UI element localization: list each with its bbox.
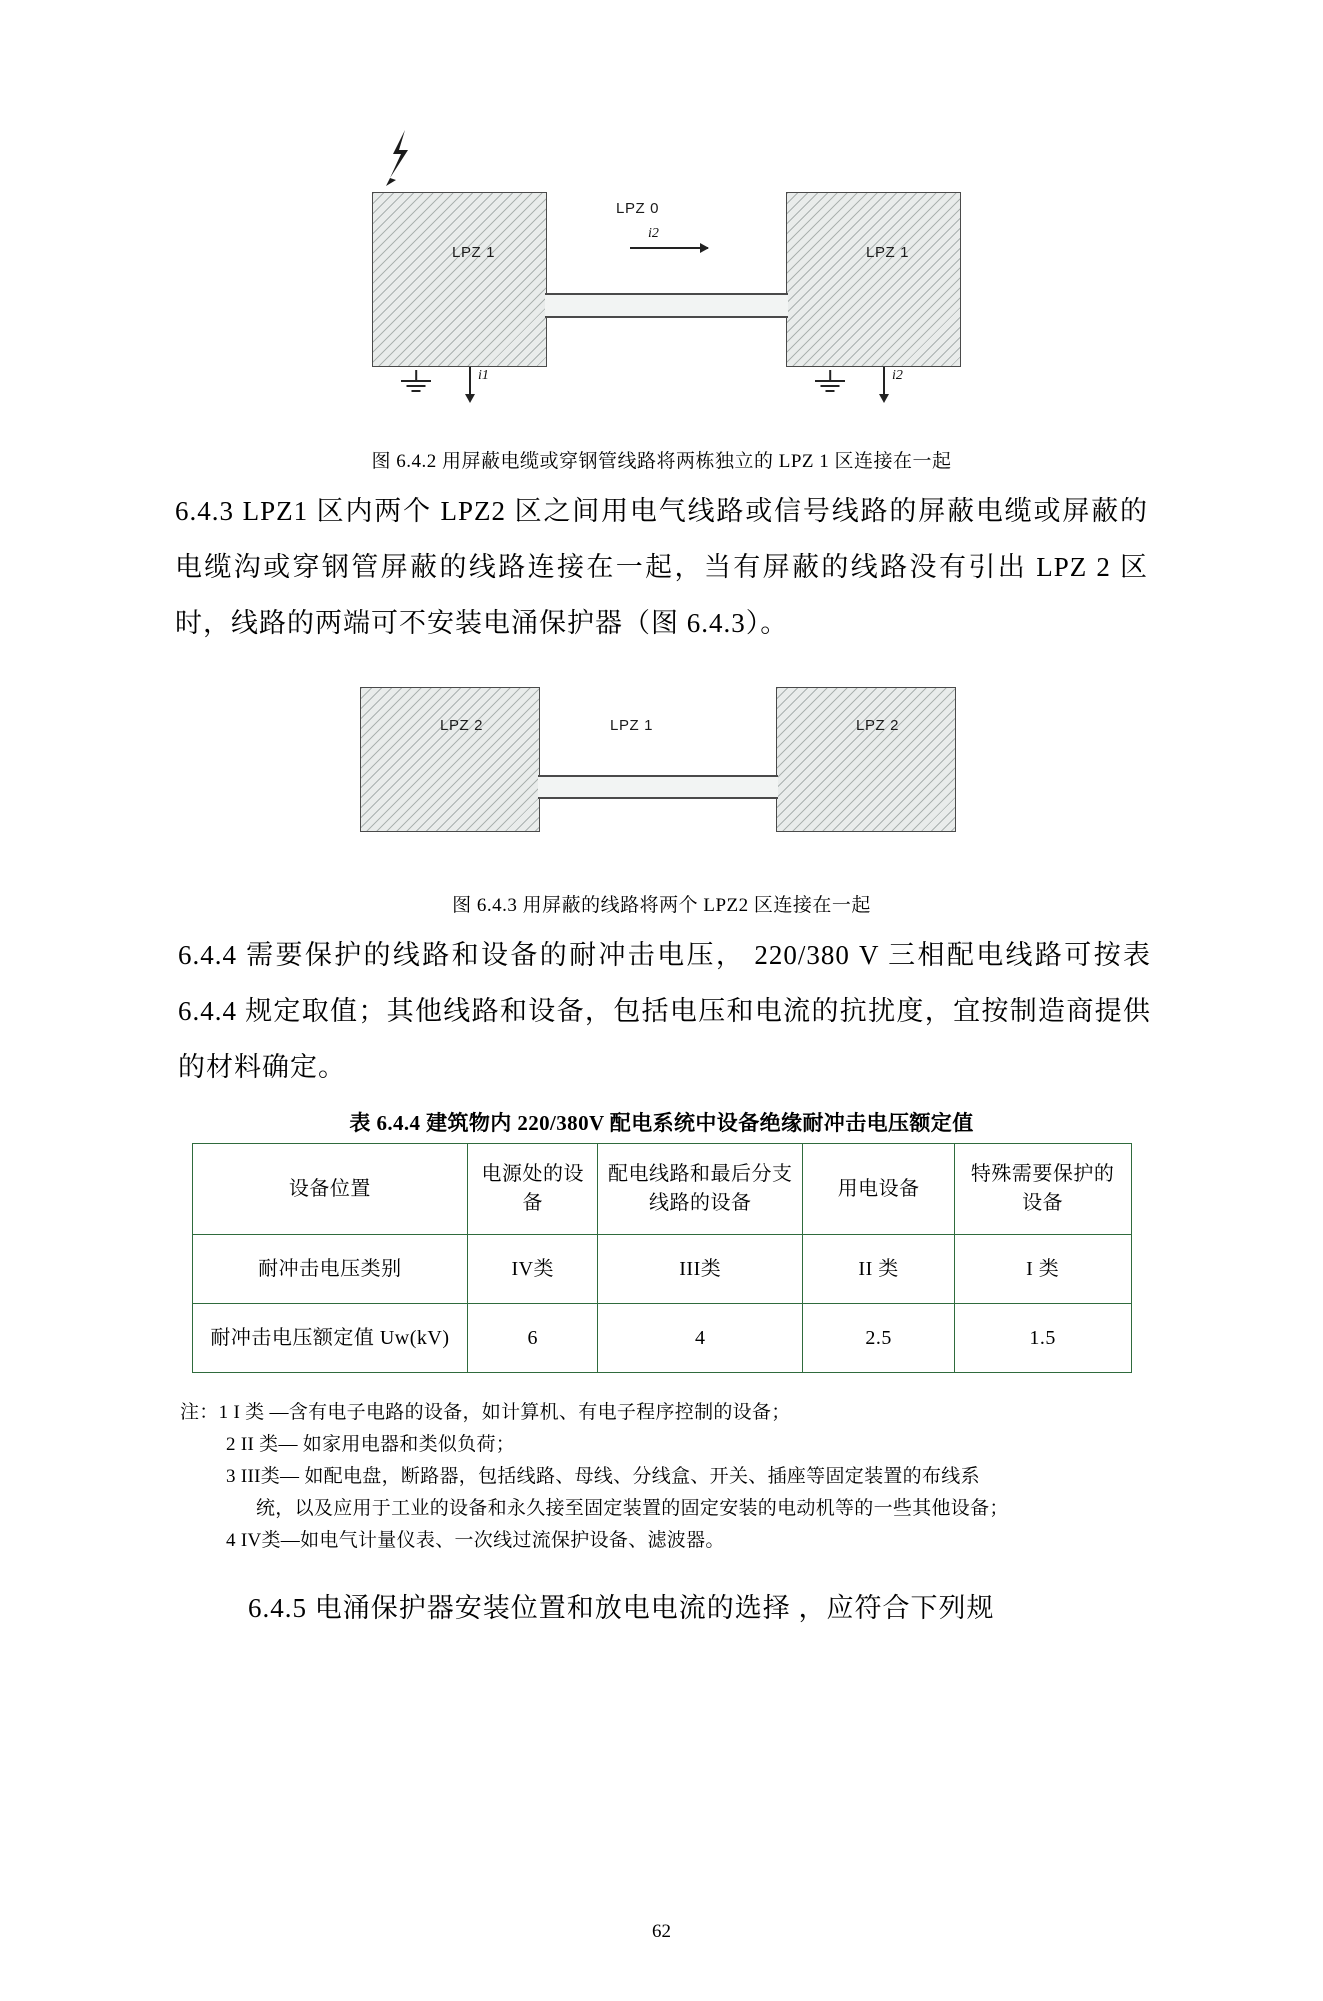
table-cell-branch-equipment: 配电线路和最后分支线路的设备 bbox=[598, 1144, 803, 1235]
table-cell-category-iv: IV类 bbox=[468, 1235, 598, 1304]
figure-643-left-zone bbox=[360, 687, 540, 832]
note-line-1: 注：1 I 类 —含有电子电路的设备，如计算机、有电子程序控制的设备； bbox=[180, 1402, 791, 1423]
figure-642-middle-zone-label: LPZ 0 bbox=[616, 200, 660, 217]
figure-642-left-zone-label: LPZ 1 bbox=[452, 244, 496, 261]
table-cell-rated-ii: 2.5 bbox=[803, 1304, 954, 1373]
figure-643-right-zone-label: LPZ 2 bbox=[856, 717, 900, 734]
table-cell-rated-label: 耐冲击电压额定值 Uw(kV) bbox=[192, 1304, 468, 1373]
note-line-5: 4 IV类—如电气计量仪表、一次线过流保护设备、滤波器。 bbox=[226, 1530, 725, 1551]
figure-642-duct-top-line bbox=[545, 293, 788, 295]
figure-642-current-right-label: i2 bbox=[892, 368, 903, 383]
table-cell-source-equipment: 电源处的设备 bbox=[468, 1144, 598, 1235]
note-line-2: 2 II 类— 如家用电器和类似负荷； bbox=[226, 1434, 516, 1455]
figure-642-caption: 图 6.4.2 用屏蔽电缆或穿钢管线路将两栋独立的 LPZ 1 区连接在一起 bbox=[371, 451, 952, 472]
figure-642-duct-fill bbox=[545, 295, 788, 316]
figure-642-current-left-label: i1 bbox=[478, 368, 489, 383]
figure-642-duct-bottom-line bbox=[545, 316, 788, 318]
figure-643-duct-fill bbox=[538, 777, 778, 797]
lightning-bolt-icon bbox=[384, 130, 418, 186]
table-644 bbox=[192, 1143, 1132, 1373]
figure-642-left-building bbox=[372, 192, 547, 367]
table-cell-category-iii: III类 bbox=[598, 1235, 803, 1304]
figure-643-caption: 图 6.4.3 用屏蔽的线路将两个 LPZ2 区连接在一起 bbox=[452, 895, 871, 916]
note-line-4: 统，以及应用于工业的设备和永久接至固定装置的固定安装的电动机等的一些其他设备； bbox=[256, 1498, 1009, 1519]
table-cell-rated-i: 1.5 bbox=[954, 1304, 1131, 1373]
figure-643-right-zone bbox=[776, 687, 956, 832]
table-cell-special-equipment: 特殊需要保护的设备 bbox=[954, 1144, 1131, 1235]
figure-642-current-arrow-main bbox=[630, 247, 708, 249]
figure-643 bbox=[0, 669, 1323, 884]
clause-643-paragraph: 6.4.3 LPZ1 区内两个 LPZ2 区之间用电气线路或信号线路的屏蔽电缆或屏蔽的电缆沟或穿钢管屏蔽的线路连接在一起，当有屏蔽的线路没有引出 LPZ 2 区时，线路的两端可不安装电涌保护器（图 6.4.3）。 bbox=[175, 496, 1148, 638]
figure-642 bbox=[0, 130, 1323, 440]
figure-642-current-arrow-right bbox=[883, 367, 885, 395]
clause-644-paragraph: 6.4.4 需要保护的线路和设备的耐冲击电压， 220/380 V 三相配电线路可按表 6.4.4 规定取值；其他线路和设备，包括电压和电流的抗扰度，宜按制造商提供的材料确定。 bbox=[178, 940, 1151, 1082]
table-cell-category-ii: II 类 bbox=[803, 1235, 954, 1304]
table-row bbox=[192, 1144, 1131, 1235]
note-line-3: 3 III类— 如配电盘，断路器，包括线路、母线、分线盒、开关、插座等固定装置的布线系 bbox=[226, 1466, 980, 1487]
figure-643-duct-bottom-line bbox=[538, 797, 778, 799]
figure-643-middle-zone-label: LPZ 1 bbox=[610, 717, 654, 734]
figure-642-current-arrow-left bbox=[469, 367, 471, 395]
table-cell-category-label: 耐冲击电压类别 bbox=[192, 1235, 468, 1304]
table-cell-rated-iv: 6 bbox=[468, 1304, 598, 1373]
table-row bbox=[192, 1304, 1131, 1373]
table-644-title: 表 6.4.4 建筑物内 220/380V 配电系统中设备绝缘耐冲击电压额定值 bbox=[349, 1111, 974, 1135]
figure-642-right-zone-label: LPZ 1 bbox=[866, 244, 910, 261]
figure-642-right-ground-icon bbox=[810, 370, 850, 396]
table-cell-category-i: I 类 bbox=[954, 1235, 1131, 1304]
figure-643-left-zone-label: LPZ 2 bbox=[440, 717, 484, 734]
figure-643-duct-top-line bbox=[538, 775, 778, 777]
page-number: 62 bbox=[652, 1921, 671, 1942]
table-644-notes bbox=[0, 1397, 1323, 1557]
figure-642-current-main-label: i2 bbox=[648, 226, 659, 241]
clause-645-paragraph: 6.4.5 电涌保护器安装位置和放电电流的选择 ，应符合下列规 bbox=[248, 1593, 995, 1623]
table-cell-rated-iii: 4 bbox=[598, 1304, 803, 1373]
figure-642-left-ground-icon bbox=[396, 370, 436, 396]
document-page bbox=[0, 130, 1323, 2001]
figure-642-right-building bbox=[786, 192, 961, 367]
table-cell-load-equipment: 用电设备 bbox=[803, 1144, 954, 1235]
table-row bbox=[192, 1235, 1131, 1304]
table-cell-equipment-location: 设备位置 bbox=[192, 1144, 468, 1235]
